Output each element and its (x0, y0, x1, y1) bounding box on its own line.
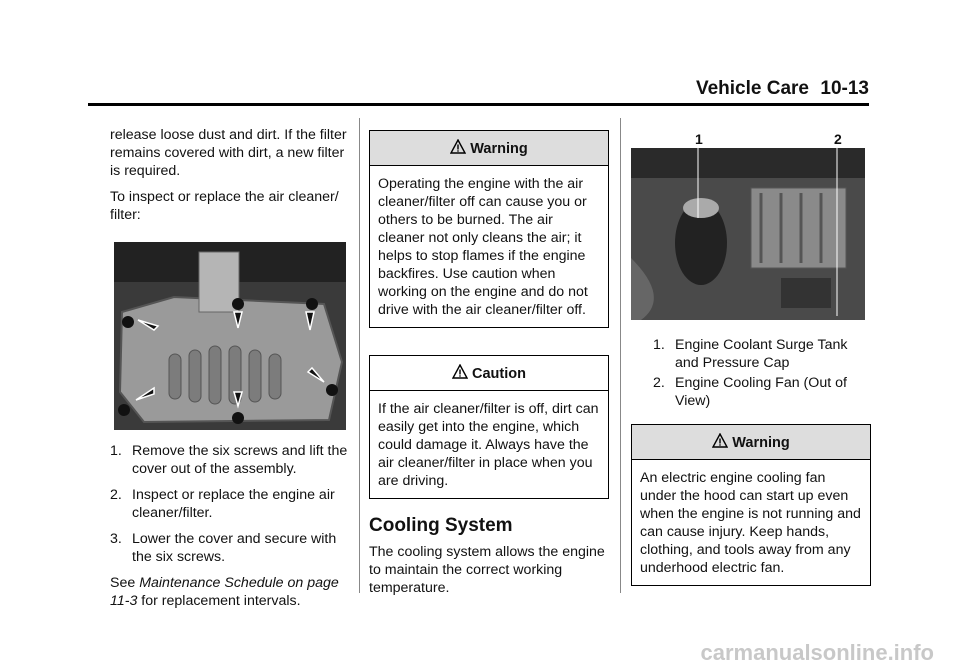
paragraph: release loose dust and dirt. If the filter remains covered with dirt, a new filter is required. (110, 127, 347, 179)
warning-text: An electric engine cooling fan under the hood can start up even when the engine is not running and can cause injury. Keep hands, clothing, and tools away from any underhood electric fan. (640, 470, 861, 576)
air-cleaner-illustration (114, 242, 346, 430)
header-rule (88, 103, 869, 106)
warning-box (369, 130, 609, 328)
paragraph: The cooling system allows the engine to maintain the correct working temperature. (369, 544, 605, 596)
see-reference: See Maintenance Schedule on page 11-3 for replacement intervals. (110, 575, 339, 609)
warning-box (631, 424, 871, 586)
column-1 (110, 126, 350, 618)
warning-icon (450, 139, 466, 155)
caution-text: If the air cleaner/filter is off, dirt can easily get into the engine, which could damage it. Always have the air cleaner/filter in place when you are driving. (378, 401, 599, 489)
page-number: 10-13 (820, 78, 869, 99)
page-header (88, 78, 869, 104)
legend-list (653, 336, 871, 410)
caution-icon (452, 364, 468, 380)
column-divider (359, 118, 360, 593)
air-cleaner-photo (114, 242, 346, 430)
caution-header: Caution (370, 356, 608, 391)
column-2 (369, 126, 609, 605)
section-title: Vehicle Care (695, 78, 809, 99)
column-3 (631, 130, 871, 586)
steps-list (110, 442, 350, 566)
callout-2: 2 (834, 131, 842, 147)
callout-1: 1 (695, 131, 703, 147)
watermark: carmanualsonline.info (700, 640, 934, 665)
caution-box (369, 355, 609, 499)
warning-text: Operating the engine with the air cleaner/filter off can cause you or others to be burned. The air cleaner not only cleans the air; it helps to stop flames if the engine backfires. Use caution when working on the engine and do not drive with the air cleaner/filter off. (378, 176, 588, 318)
column-divider (620, 118, 621, 593)
engine-bay-photo (631, 130, 865, 320)
list-item: 3. Lower the cover and secure with the six screws. (110, 531, 337, 565)
list-item: 2. Inspect or replace the engine air cleaner/filter. (110, 487, 335, 521)
engine-bay-illustration (631, 148, 865, 320)
warning-icon (712, 433, 728, 449)
paragraph: To inspect or replace the air cleaner/ filter: (110, 189, 339, 223)
section-heading: Cooling System (369, 515, 513, 536)
cross-reference-link[interactable]: Maintenance Schedule on page 11-3 (110, 575, 339, 609)
list-item: 1. Engine Coolant Surge Tank and Pressure Cap (653, 337, 848, 371)
list-item: 2. Engine Cooling Fan (Out of View) (653, 375, 847, 409)
warning-header: Warning (370, 131, 608, 166)
list-item: 1. Remove the six screws and lift the cover out of the assembly. (110, 443, 348, 477)
warning-header: Warning (632, 425, 870, 460)
